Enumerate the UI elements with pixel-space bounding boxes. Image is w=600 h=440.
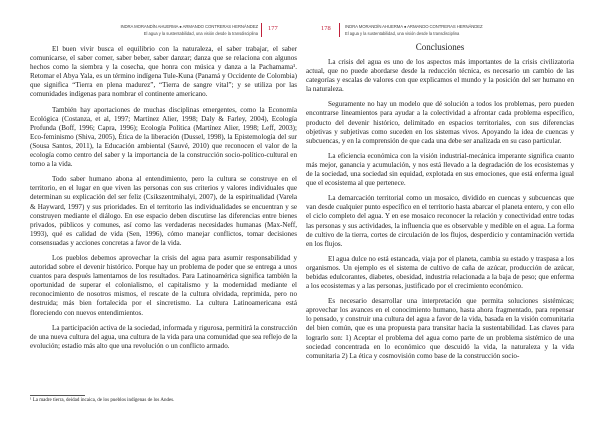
- header-divider: [339, 23, 340, 37]
- body-text: [306, 58, 574, 361]
- header-title: El agua y la sustentabilidad, una visión desde la transdisciplina: [143, 30, 258, 36]
- paragraph: La participación activa de la sociedad, informada y rigurosa, permitirá la construcción de una nueva cultura del agua, una cultura de la vida para una comunidad que sea reflejo de la evolución; estadío más alto que una revolución o un conflicto armado.: [30, 323, 297, 350]
- page-number: 177: [268, 25, 278, 32]
- paragraph: La demarcación territorial como un mosaico, dividido en cuencas y subcuencas que van desde cualquier punto específico en el territorio hasta abarcar el planeta entero, y con ello el ciclo completo del agua. Y en ese mosaico reconocer la relación y conectividad entre todas las personas y sus actividades, la influencia que es observable y medible en el agua. La forma de cultivo de la tierra, cortes de circulación de los flujos, desperdicio y contaminación vertida en los flujos.: [306, 194, 574, 248]
- body-text: [30, 45, 297, 351]
- header-authors: INDRA MORANDÍN AHUERMA ● ARMANDO CONTRERAS HERNÁNDEZ: [120, 24, 258, 29]
- header-divider: [261, 23, 262, 37]
- paragraph: Es necesario desarrollar una interpretación que permita soluciones sistémicas; aprovechar los avances en el conocimiento humano, hasta ahora fragmentado, para repensar lo pensado, y construir una cultura del agua a favor de la vida, basada en la visión comunitaria del bien común, que es una propuesta para transitar hacia la sustentabilidad. Las claves para lograrlo son: 1) Aceptar el problema del agua como parte de un problema sistémico de una sociedad concentrada en lo económico que descuidó la vida, la naturaleza y la vida comunitaria 2) La ética y cosmovisión como base de la construcción socio-: [306, 297, 574, 360]
- paragraph: La crisis del agua es uno de los aspectos más importantes de la crisis civilizatoria actual, que no puede abordarse desde la reducción técnica, es necesario un cambio de las categorías y escalas de valores con que explicamos el mundo y la posición del ser humano en la naturaleza.: [306, 58, 574, 94]
- running-header: [345, 24, 483, 37]
- paragraph: Los pueblos debemos aprovechar la crisis del agua para asumir responsabilidad y autoridad sobre el devenir histórico. Porque hay un problema de poder que se entrega a unos cuantos para después lamentarnos de los resultados. Para Latinoamérica significa también la oportunidad de superar el colonialismo, el capitalismo y la modernidad mediante el reconocimiento de nosotros mismos, el rescate de la cultura olvidada, reprimida, pero no destruida; más bien fortalecida por el sincretismo. La cultura Latinoamericana está floreciendo con nuevos entendimientos.: [30, 253, 297, 317]
- paragraph: También hay aportaciones de muchas disciplinas emergentes, como la Economía Ecológica (Costanza, et al, 1997; Martínez Alier, 1998; Daly & Farley, 2004), Ecología Profunda (Boff, 1996; Capra, 1996); Ecología Política (Martínez Alier, 1998; Leff, 2003); Eco-feminismo (Shiva, 2005), Ética de la liberación (Dussel, 1998), la Epistemología del sur (Sousa Santos, 2011), la Educación ambiental (Sauvé, 2010) que reconocen el valor de la ecología como centro del saber y la importancia de la construcción socio-político-cultural en torno a la vida.: [30, 105, 297, 169]
- paragraph: Todo saber humano abona al entendimiento, pero la cultura se construye en el territorio, en el lugar en que viven las personas con sus criterios y valores individuales que determinan su explicación del ser feliz (Csikszentmihalyi, 2007), de la espiritualidad (Varela & Hayward, 1997) y sus prioridades. En el territorio las individualidades se encuentran y se construyen mediante el diálogo. En ese espacio deben discutirse las diferencias entre bienes privados, públicos y comunes, así como las verdaderas necesidades humanas (Max-Neff, 1993), qué es calidad de vida (Sen, 1996), cómo manejar conflictos, tomar decisiones consensuadas y acciones concretas a favor de la vida.: [30, 175, 297, 247]
- running-header: [120, 24, 258, 37]
- header-authors: INDRA MORANDÍN AHUERMA ● ARMANDO CONTRERAS HERNÁNDEZ: [345, 24, 483, 29]
- section-heading: Conclusiones: [415, 42, 465, 52]
- right-page: [300, 0, 600, 440]
- paragraph: El buen vivir busca el equilibrio con la naturaleza, el saber trabajar, el saber comunicarse, el saber comer, saber beber, saber danzar; danza que se relaciona con algunos hechos como la siembra y la cosecha, que honra con música y danza a la Pachamama¹. Retomar el Abya Yala, es un término indígena Tule-Kuna (Panamá y Occidente de Colombia) que significa “Tierra en plena madurez”, “Tierra de sangre vital”; y se utiliza por las comunidades indígenas para nombrar el continente americano.: [30, 45, 297, 99]
- page-number: 178: [321, 25, 331, 32]
- paragraph: El agua dulce no está estancada, viaja por el planeta, cambia su estado y traspasa a los organismos. Un ejemplo es el sistema de cultivo de caña de azúcar, producción de azúcar, bebidas edulcorantes, diabetes, obesidad, industria relacionada a la baja de peso; que enferma a los ecosistemas y a las personas, justificado por el crecimiento económico.: [306, 254, 574, 291]
- paragraph: Seguramente no hay un modelo que dé solución a todos los problemas, pero pueden encontrarse lineamientos para ayudar a la colectividad a afrontar cada problema específico, producto del devenir histórico, delimitado en espacios territoriales, con sus diferencias objetivas y subjetivas como suceden en los sistemas vivos. Apoyando la idea de cuencas y subcuencas, y en la comprensión de que cada una debe ser analizada en su caso particular.: [306, 100, 574, 145]
- footnote-rule: [30, 395, 85, 396]
- paragraph: La eficiencia económica con la visión industrial-mecánica imperante significa cuanto más mejor, ganancia y acumulación, y nos está llevado a la degradación de los ecosistemas y de la sociedad, una sociedad sin equidad, explotada en sus emociones, que está enferma igual que el ecosistema al que pertenece.: [306, 151, 574, 188]
- header-title: El agua y la sustentabilidad, una visión desde la transdisciplina: [345, 30, 460, 36]
- footnote: ¹ La madre tierra, deidad incaica, de los pueblos indígenas de los Andes.: [30, 398, 175, 403]
